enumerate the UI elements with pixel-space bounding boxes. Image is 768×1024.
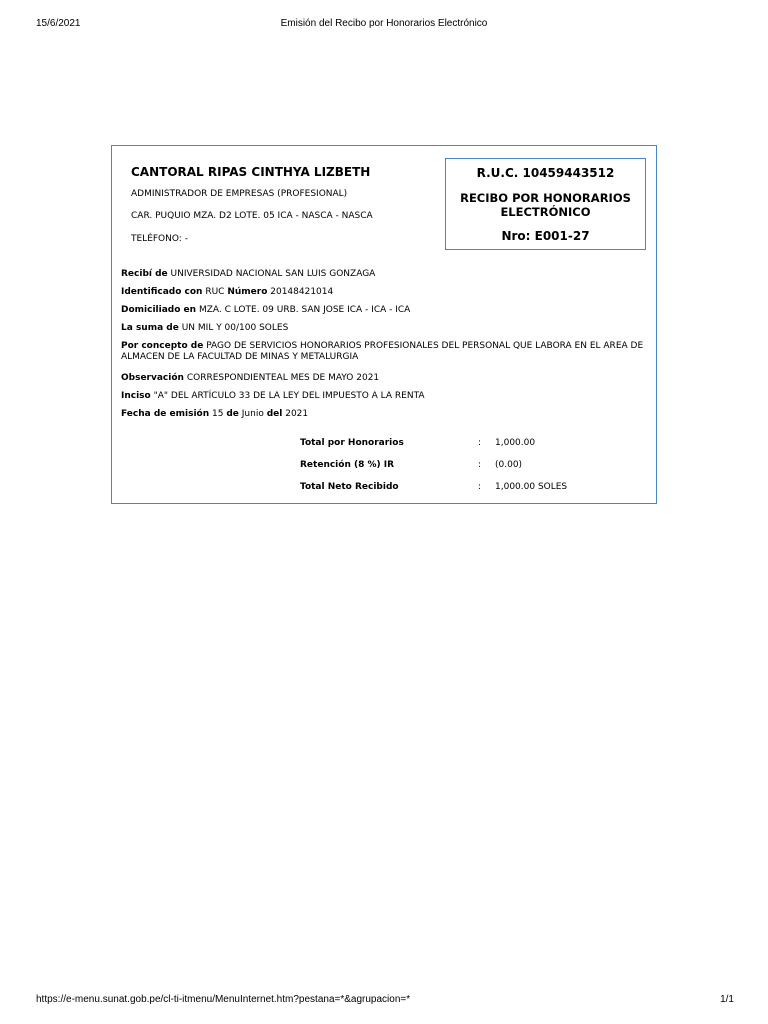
total-fees-value: 1,000.00 — [495, 438, 536, 448]
issuer-phone: TELÉFONO: - — [131, 234, 188, 244]
domicile-label: Domiciliado en — [121, 305, 197, 315]
receipt-number: Nro: E001-27 — [501, 229, 590, 243]
sum-label: La suma de — [121, 323, 179, 333]
issuer-address: CAR. PUQUIO MZA. D2 LOTE. 05 ICA - NASCA - NASCA — [131, 211, 373, 221]
issue-date-day: 15 — [212, 409, 224, 419]
received-from-row — [121, 269, 651, 280]
issue-date-year: 2021 — [285, 409, 309, 419]
observation-value: CORRESPONDIENTEAL MES DE MAYO 2021 — [186, 373, 380, 383]
print-date: 15/6/2021 — [36, 18, 81, 29]
concept-row — [121, 341, 651, 363]
document-type — [446, 191, 645, 219]
print-page-title: Emisión del Recibo por Honorarios Electrónico — [280, 18, 488, 29]
observation-row — [121, 373, 651, 384]
sum-row — [121, 323, 651, 334]
document-type-line1: RECIBO POR HONORARIOS — [460, 191, 631, 205]
domicile-row — [121, 305, 651, 316]
page-number: 1/1 — [720, 994, 734, 1005]
issue-date-month: Junio — [241, 409, 264, 419]
total-row — [112, 482, 656, 494]
sum-value: UN MIL Y 00/100 SOLES — [181, 323, 289, 333]
document-type-line2: ELECTRÓNICO — [500, 205, 591, 219]
inciso-value: "A" DEL ARTÍCULO 33 DE LA LEY DEL IMPUESTO A LA RENTA — [153, 391, 425, 401]
issuer-name: CANTORAL RIPAS CINTHYA LIZBETH — [131, 165, 371, 179]
received-from-value: UNIVERSIDAD NACIONAL SAN LUIS GONZAGA — [170, 269, 376, 279]
identified-label: Identificado con — [121, 287, 203, 297]
retention-label: Retención (8 %) IR — [300, 460, 395, 470]
observation-label: Observación — [121, 373, 184, 383]
receipt-frame — [111, 145, 657, 504]
total-row — [112, 460, 656, 472]
identified-row — [121, 287, 651, 298]
domicile-value: MZA. C LOTE. 09 URB. SAN JOSE ICA - ICA - ICA — [198, 305, 411, 315]
issue-date-del: del — [266, 409, 283, 419]
ruc-box — [445, 158, 646, 250]
total-row — [112, 438, 656, 450]
inciso-row — [121, 391, 651, 402]
issuer-profession: ADMINISTRADOR DE EMPRESAS (PROFESIONAL) — [131, 189, 348, 199]
issue-date-row — [121, 409, 651, 420]
issue-date-label: Fecha de emisión — [121, 409, 210, 419]
identified-number-label: Número — [227, 287, 268, 297]
inciso-label: Inciso — [121, 391, 151, 401]
net-total-label: Total Neto Recibido — [300, 482, 399, 492]
net-total-value: 1,000.00 SOLES — [495, 482, 568, 492]
total-fees-colon: : — [478, 438, 482, 448]
identified-number-value: 20148421014 — [270, 287, 334, 297]
concept-label: Por concepto de — [121, 341, 204, 351]
identified-doc-type: RUC — [205, 287, 225, 297]
concept-value: PAGO DE SERVICIOS HONORARIOS PROFESIONALES DEL PERSONAL QUE LABORA EN EL AREA DE ALMACEN DE LA FACULTAD DE MINAS Y METALURGIA — [121, 341, 644, 362]
print-url: https://e-menu.sunat.gob.pe/cl-ti-itmenu/MenuInternet.htm?pestana=*&agrupacion=* — [36, 994, 411, 1005]
total-fees-label: Total por Honorarios — [300, 438, 404, 448]
ruc-number: R.U.C. 10459443512 — [476, 166, 615, 180]
net-total-colon: : — [478, 482, 482, 492]
retention-colon: : — [478, 460, 482, 470]
retention-value: (0.00) — [495, 460, 523, 470]
issue-date-de: de — [226, 409, 239, 419]
received-from-label: Recibí de — [121, 269, 168, 279]
